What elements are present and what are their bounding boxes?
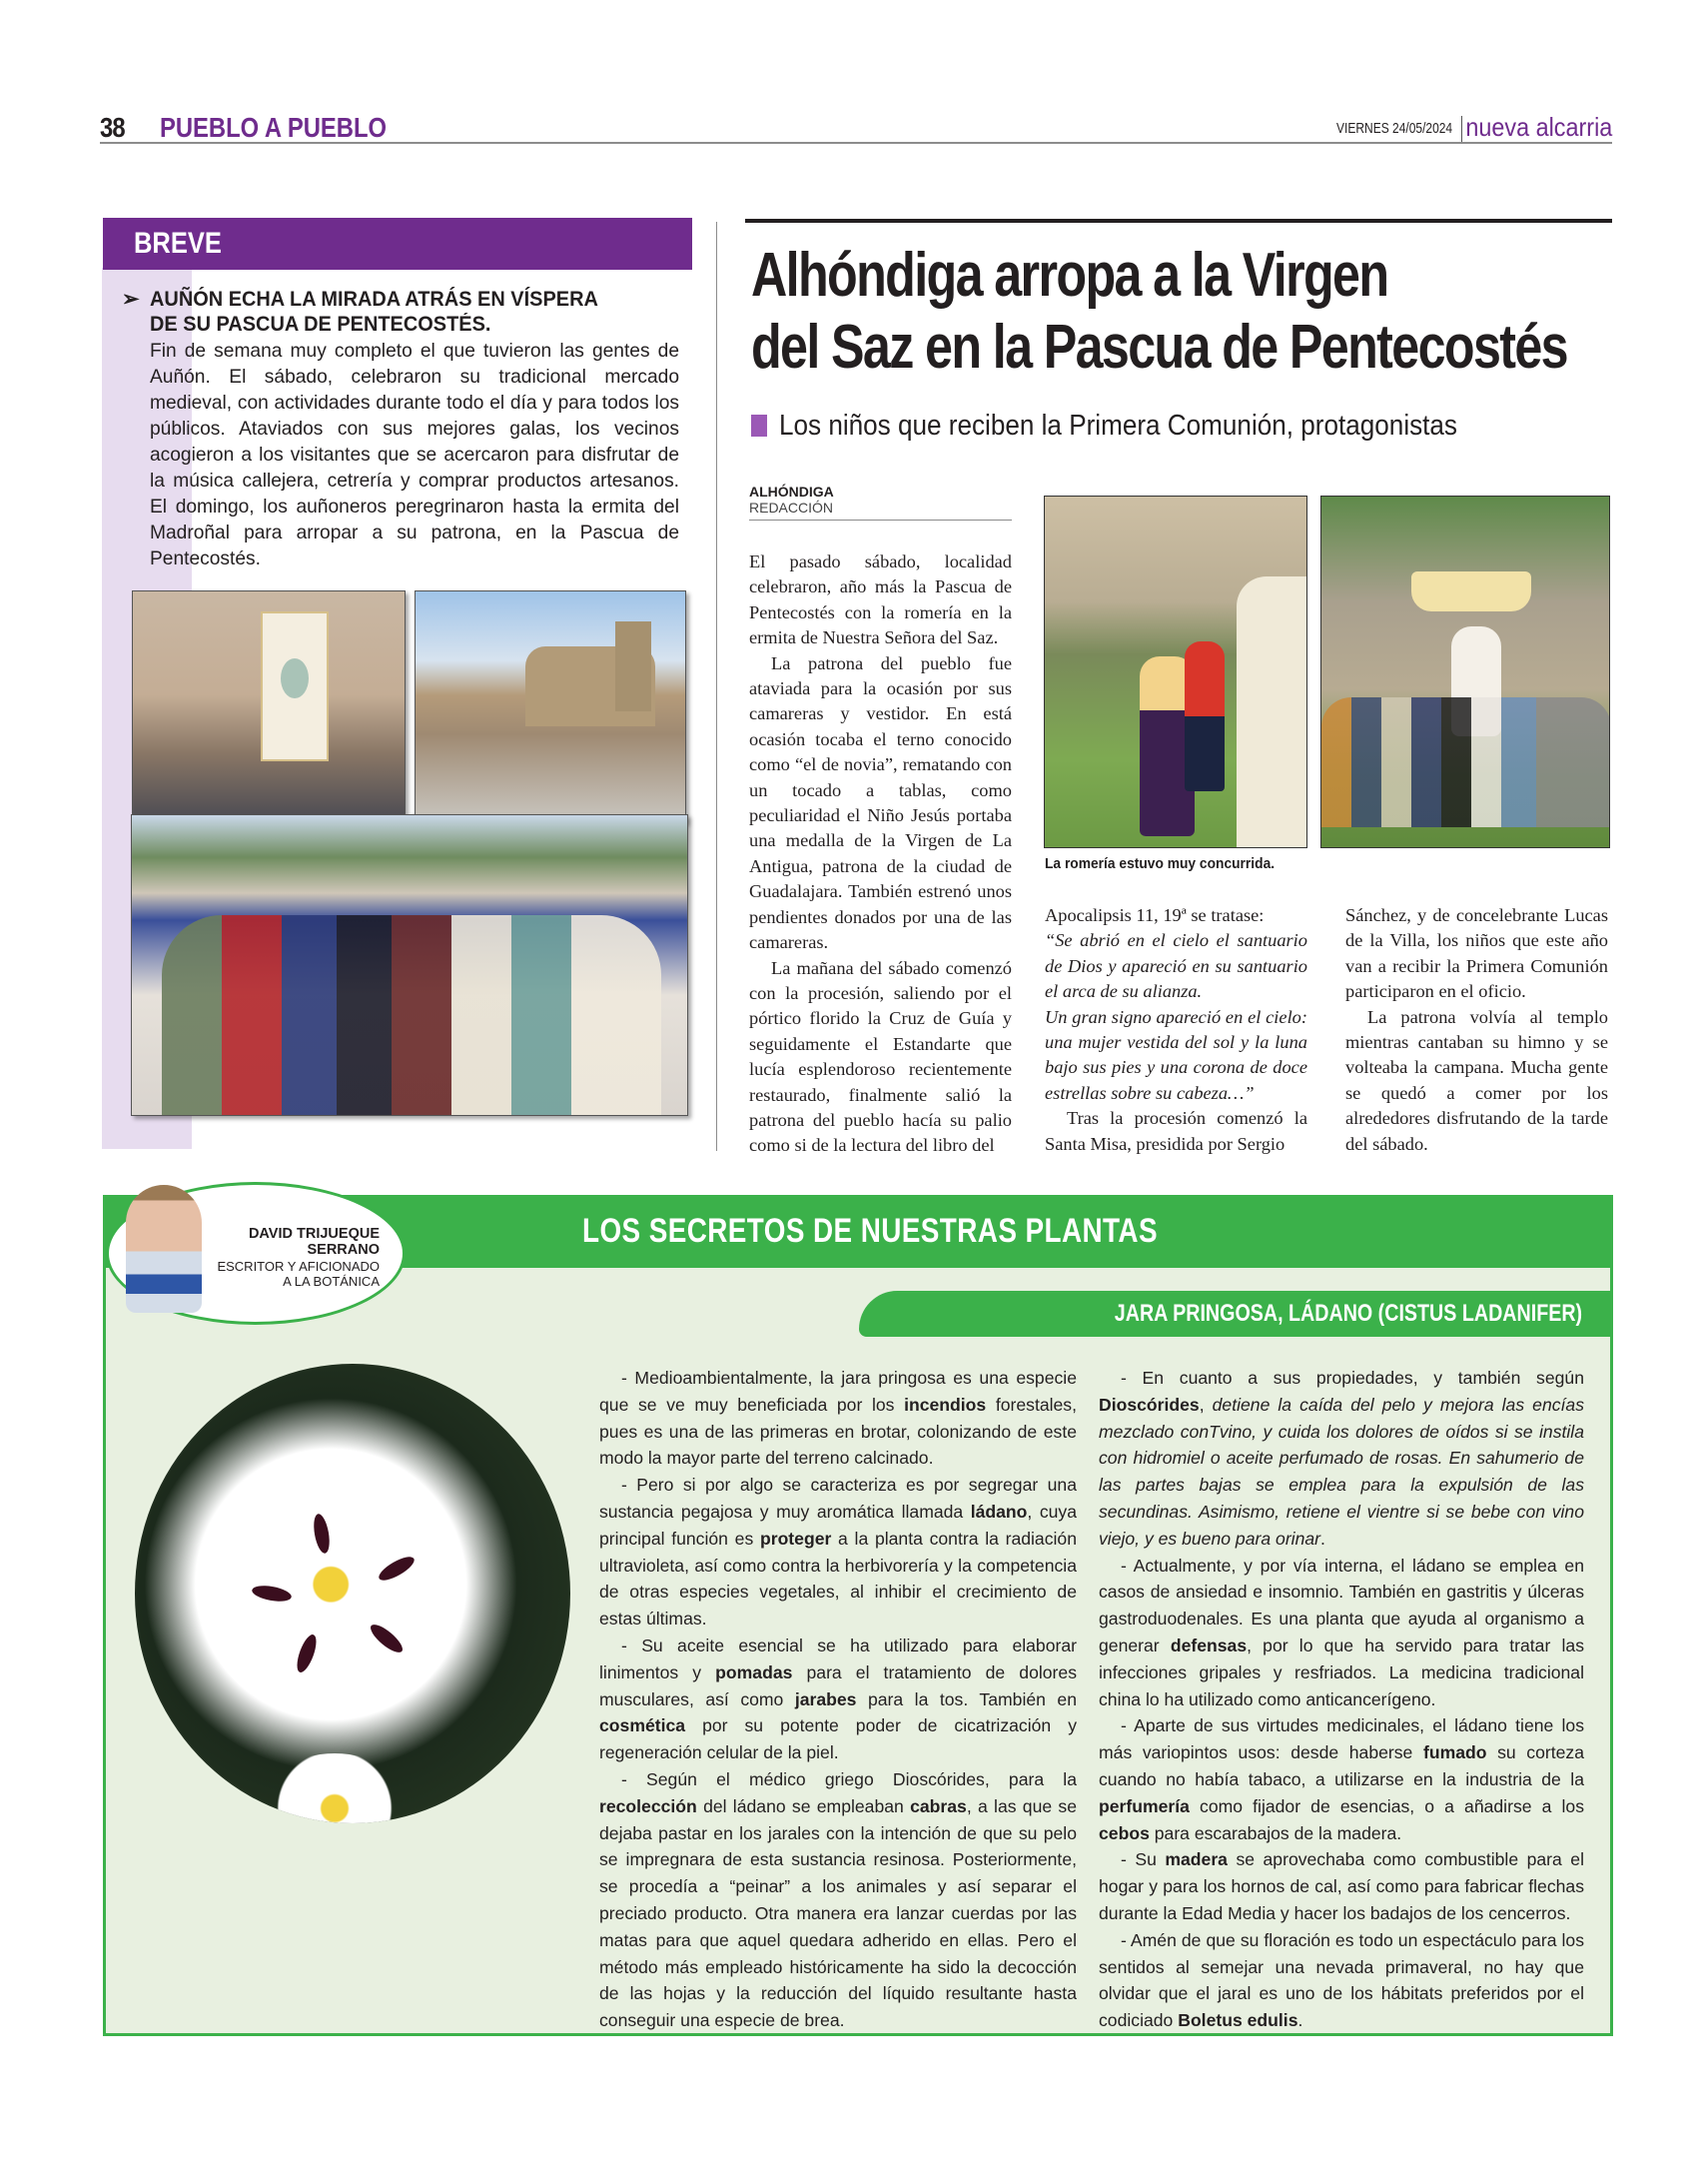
medieval-square-church-photo <box>415 590 686 823</box>
author-role <box>200 1259 380 1289</box>
tower-shape <box>615 621 651 711</box>
article-column-3 <box>1345 903 1608 1157</box>
author-name <box>220 1226 380 1258</box>
group-people-shape <box>162 915 661 1115</box>
article-top-rule <box>745 219 1612 223</box>
boy-shape <box>1185 641 1225 791</box>
author-name-line2: SERRANO <box>307 1242 380 1258</box>
virgin-procession-photo <box>1320 496 1610 848</box>
paragraph: - En cuanto a sus propiedades, y también según Dioscórides, detiene la caída del pelo y mejora las encías mezclado conTvino, y cuida los dolores de oídos si se instila con hidromiel o aceite perfumado de rosas. En sahumerio de las partes bajas se emplea para la expulsión de las secundinas. Asimismo, retiene el vientre si se bebe con vino viejo, y es bueno para orinar. <box>1099 1368 1584 1549</box>
section-title: PUEBLO A PUEBLO <box>160 112 388 143</box>
breve-headline-line1: AUÑÓN ECHA LA MIRADA ATRÁS EN VÍSPERA <box>150 288 598 311</box>
author-name-line1: DAVID TRIJUEQUE <box>248 1226 380 1242</box>
paragraph: - Su aceite esencial se ha utilizado para elaborar linimentos y pomadas para el tratamiento de dolores musculares, así como jarabes para la tos. También en cosmética por su potente poder de cicatrización y regeneración celular de la piel. <box>599 1635 1078 1763</box>
byline <box>749 484 1012 521</box>
group-medieval-market-photo <box>131 814 688 1116</box>
article-column-2 <box>1045 903 1307 1157</box>
paragraph: - Pero si por algo se caracteriza es por segregar una sustancia pegajosa y muy aromática llamada ládano, cuya principal función es proteger a la planta contra la radiación ultravioleta, así como contra la herbivorería y la competencia de otras especies vegetales, al inhibir el crecimiento de estas últimas. <box>599 1475 1077 1630</box>
paragraph: - Según el médico griego Dioscórides, para la recolección del ládano se empleaban cabras, a las que se dejaba pastar en los jarales con la intención de que su pelo se impregnara de esta sustancia resinosa. Posteriormente, se procedía a “peinar” a los animales y así separar el preciado producto. Otra manera era lanzar cuerdas por las matas para que aquel quedara adherido en ellas. Pero el método más empleado históricamente ha sido la decocción de las hojas y la reducción del líquido resultante hasta conseguir una especie de brea. <box>599 1768 1077 2031</box>
author-role-line2: A LA BOTÁNICA <box>283 1274 380 1289</box>
crowd-shape <box>1321 697 1610 827</box>
breve-headline-line2: DE SU PASCUA DE PENTECOSTÉS. <box>150 313 491 336</box>
paragraph: La mañana del sábado comenzó con la procesión, saliendo por el pórtico florido la Cruz de Guía y seguidamente el Estandarte que lucía esplendoroso recientemente restaurado, finalmente salió la patrona del pueblo hacía su palio como si de la lectura del libro del <box>749 957 1012 1156</box>
petal-spot-icon <box>312 1513 333 1555</box>
breve-label-bar <box>103 218 692 270</box>
paragraph: - Su madera se aprovechaba como combustible para el hogar y para los hornos de cal, así como para fabricar flechas durante la Edad Media y hacer los badajos de los cencerros. <box>1099 1849 1585 1923</box>
breve-headline <box>122 287 681 337</box>
subhead-text: Los niños que reciben la Primera Comunión, protagonistas <box>779 410 1457 442</box>
paragraph: El pasado sábado, localidad celebraron, año más la Pascua de Pentecostés con la romería en la ermita de Nuestra Señora del Saz. <box>749 551 1012 648</box>
petal-spot-icon <box>251 1584 293 1605</box>
quote: Un gran signo apareció en el cielo: una mujer vestida del sol y la luna bajo sus pies y una corona de doce estrellas sobre su cabeza…” <box>1045 1006 1307 1103</box>
plants-column-2 <box>1099 1365 1584 2034</box>
cistus-flower-photo <box>135 1364 570 1823</box>
petal-spot-icon <box>367 1621 407 1656</box>
article-column-1 <box>749 549 1012 1159</box>
paragraph: - Actualmente, y por vía interna, el ládano se emplea en casos de ansiedad e insomnio. También en gastritis y úlceras gastroduodenales. Es una planta que ayuda al organismo a generar defensas, por lo que ha servido para tratar las infecciones gripales y resfriados. La medicina tradicional china lo ha utilizado como anticancerígeno. <box>1099 1555 1584 1709</box>
religious-banner-shape <box>261 611 329 761</box>
byline-location: ALHÓNDIGA <box>749 484 834 500</box>
paragraph: La patrona volvía al templo mientras cantaban su himno y se volteaba la campana. Mucha gente se quedó a comer por los alrededores disfrutando de la tarde del sábado. <box>1345 1006 1608 1154</box>
paragraph: - Aparte de sus virtudes medicinales, el ládano tiene los más variopintos usos: desde haberse fumado su corteza cuando no había tabaco, a utilizarse en la industria de la perfumería como fijador de esencias, o a añadirse a los cebos para escarabajos de la madera. <box>1099 1715 1585 1843</box>
header-separator <box>1461 116 1462 142</box>
paragraph: Tras la procesión comenzó la Santa Misa, presidida por Sergio <box>1045 1108 1307 1154</box>
paragraph: - Amén de que su floración es todo un espectáculo para los sentidos al semejar una nevada primaveral, no hay que olvidar que el jaral es uno de los hábitats preferidos por el codiciado Boletus edulis. <box>1099 1929 1584 2031</box>
priest-shape <box>1237 576 1306 848</box>
issue-date: VIERNES 24/05/2024 <box>1335 120 1452 137</box>
page-header <box>100 112 1612 144</box>
petal-spot-icon <box>294 1633 321 1674</box>
square-bullet-icon <box>751 415 767 437</box>
page-number: 38 <box>100 112 125 143</box>
author-avatar <box>126 1185 202 1313</box>
quote: “Se abrió en el cielo el santuario de Dios y apareció en su santuario el arca de su alianza. <box>1045 930 1307 1002</box>
first-communion-photo <box>1044 496 1307 848</box>
procession-banner-photo <box>132 590 406 823</box>
newspaper-brand: nueva alcarria <box>1465 112 1612 142</box>
paragraph: Sánchez, y de concelebrante Lucas de la Villa, los niños que este año van a recibir la Primera Comunión participaron en el oficio. <box>1345 905 1608 1002</box>
petal-spot-icon <box>376 1553 418 1585</box>
article-subhead <box>751 410 1630 443</box>
headline-line2: del Saz en la Pascua de Pentecostés <box>751 313 1567 382</box>
breve-body: Fin de semana muy completo el que tuvieron las gentes de Auñón. El sábado, celebraron su tradicional mercado medieval, con actividades durante todo el día y para todos los públicos. Ataviados con sus mejores galas, los vecinos acogieron a los visitantes que se acercaron para disfrutar de la música callejera, cetrería y comprar productos artesanos. El domingo, los auñoneros peregrinaron hasta la ermita del Madroñal para arropar a su patrona, en la Pascua de Pentecostés. <box>150 341 679 569</box>
photo-caption: La romería estuvo muy concurrida. <box>1045 855 1276 872</box>
second-flower-shape <box>260 1753 410 1823</box>
plants-subtitle: JARA PRINGOSA, LÁDANO (CISTUS LADANIFER) <box>1114 1300 1582 1327</box>
breve-label: BREVE <box>134 227 222 260</box>
paragraph: La patrona del pueblo fue ataviada para la ocasión por sus camareras y vestidor. En está ocasión tocaba el terno conocido como “el de novia”, rematando con un tocado a tablas, como peculiaridad el Niño Jesús portaba una medalla de la Virgen de La Antigua, patrona de la ciudad de Guadalajara. También estrenó unos pendientes donados por una de las camareras. <box>749 652 1012 953</box>
plants-subtitle-tab <box>859 1291 1610 1337</box>
paragraph: - Medioambientalmente, la jara pringosa es una especie que se ve muy beneficiada por los incendios forestales, pues es una de las primeras en brotar, colonizando de este modo la mayor parte del terreno calcinado. <box>599 1368 1077 1469</box>
author-role-line1: ESCRITOR Y AFICIONADO <box>217 1259 380 1274</box>
article-headline <box>751 240 1567 384</box>
paragraph: Apocalipsis 11, 19ª se tratase: <box>1045 905 1265 925</box>
canopy-shape <box>1411 571 1531 611</box>
headline-line1: Alhóndiga arropa a la Virgen <box>751 241 1388 310</box>
byline-author: REDACCIÓN <box>749 500 834 516</box>
plants-column-1 <box>599 1365 1077 2034</box>
arrow-bullet-icon: ➢ <box>122 288 140 311</box>
column-divider <box>716 222 717 1151</box>
plants-section-title: LOS SECRETOS DE NUESTRAS PLANTAS <box>582 1212 1158 1250</box>
